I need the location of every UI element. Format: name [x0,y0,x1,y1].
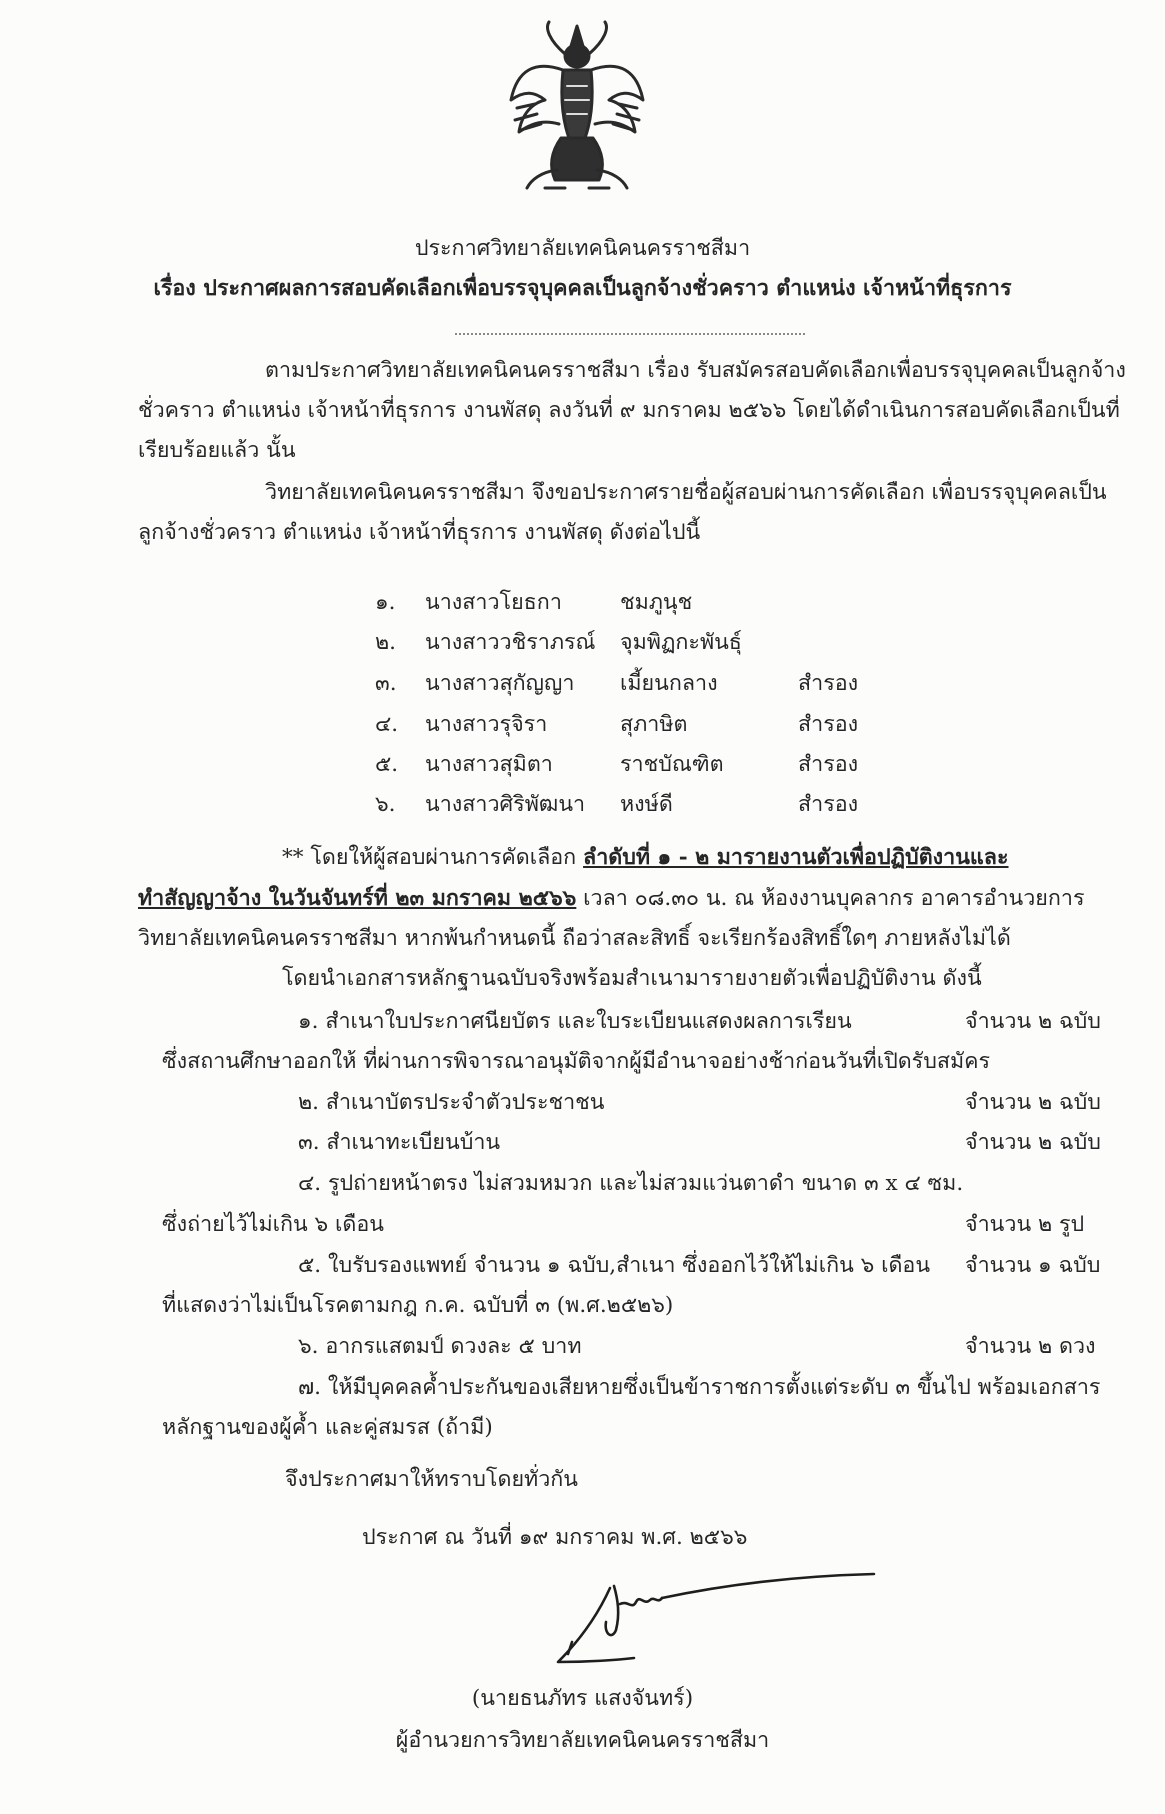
document-item: ๔. รูปถ่ายหน้าตรง ไม่สวมหมวก และไม่สวมแว่นตาดำ ขนาด ๓ x ๔ ซม. [298,1171,964,1196]
document-item: ๓. สำเนาทะเบียนบ้าน [298,1130,501,1155]
candidate-surname: ราชบัณฑิต [620,752,724,777]
document-item: ๒. สำเนาบัตรประจำตัวประชาชน [298,1090,605,1115]
document-count: จำนวน ๒ ฉบับ [965,1090,1101,1115]
candidate-status: สำรอง [798,752,859,777]
candidate-name: นางสาววชิราภรณ์ [425,630,596,655]
document-item-cont: หลักฐานของผู้ค้ำ และคู่สมรส (ถ้ามี) [162,1415,493,1440]
notice-prefix: ** โดยให้ผู้สอบผ่านการคัดเลือก [282,845,584,870]
intro-line-4: วิทยาลัยเทคนิคนครราชสีมา จึงขอประกาศรายชื่อผู้สอบผ่านการคัดเลือก เพื่อบรรจุบุคคลเป็น [265,480,1107,505]
document-count: จำนวน ๑ ฉบับ [965,1253,1101,1278]
document-item-cont: ซึ่งสถานศึกษาออกให้ ที่ผ่านการพิจารณาอนุมัติจากผู้มีอำนาจอย่างช้าก่อนวันที่เปิดรับสมัคร [162,1049,991,1074]
candidate-name: นางสาวโยธกา [425,590,562,615]
candidate-no: ๒. [375,630,397,655]
notice-emphasis-1: ลำดับที่ ๑ - ๒ มารายงานตัวเพื่อปฏิบัติงานและ [583,845,1009,870]
document-item-cont: ที่แสดงว่าไม่เป็นโรคตามกฎ ก.ค. ฉบับที่ ๓ (พ.ศ.๒๕๒๖) [162,1293,674,1318]
announcement-date: ประกาศ ณ วันที่ ๑๙ มกราคม พ.ศ. ๒๕๖๖ [362,1525,748,1550]
signer-name: (นายธนภัทร แสงจันทร์) [471,1686,694,1711]
garuda-emblem-icon [505,20,650,195]
announcement-subject: เรื่อง ประกาศผลการสอบคัดเลือกเพื่อบรรจุบุคคลเป็นลูกจ้างชั่วคราว ตำแหน่ง เจ้าหน้าที่ธุรการ [153,276,1012,301]
document-item: ๖. อากรแสตมป์ ดวงละ ๕ บาท [298,1334,582,1359]
candidate-no: ๑. [375,590,396,615]
candidate-no: ๕. [375,752,399,777]
candidate-name: นางสาวรุจิรา [425,712,548,737]
signer-title: ผู้อำนวยการวิทยาลัยเทคนิคนครราชสีมา [395,1728,770,1753]
notice-line-1 [282,845,1009,871]
candidate-surname: สุภาษิต [620,712,688,737]
candidate-name: นางสาวศิริพัฒนา [425,792,586,817]
candidate-name: นางสาวสุกัญญา [425,671,575,696]
closing-announce: จึงประกาศมาให้ทราบโดยทั่วกัน [285,1467,579,1492]
intro-line-5: ลูกจ้างชั่วคราว ตำแหน่ง เจ้าหน้าที่ธุรการ งานพัสดุ ดังต่อไปนี้ [138,520,701,545]
candidate-surname: เมี้ยนกลาง [620,671,718,696]
issuer-title: ประกาศวิทยาลัยเทคนิคนครราชสีมา [414,236,751,261]
intro-line-3: เรียบร้อยแล้ว นั้น [138,438,296,463]
intro-line-2: ชั่วคราว ตำแหน่ง เจ้าหน้าที่ธุรการ งานพัสดุ ลงวันที่ ๙ มกราคม ๒๕๖๖ โดยได้ดำเนินการสอบคัดเลือกเป็นที่ [138,398,1120,423]
dotted-divider [455,333,805,335]
document-count: จำนวน ๒ ฉบับ [965,1130,1101,1155]
document-item: ๗. ให้มีบุคคลค้ำประกันของเสียหายซึ่งเป็นข้าราชการตั้งแต่ระดับ ๓ ขึ้นไป พร้อมเอกสาร [298,1375,1101,1400]
candidate-surname: ชมภูนุช [620,590,693,615]
candidate-status: สำรอง [798,792,859,817]
candidate-surname: จุมพิฏกะพันธุ์ [620,630,742,655]
notice-rest: เวลา ๐๘.๓๐ น. ณ ห้องงานบุคลากร อาคารอำนวยการ [576,886,1085,911]
document-count: จำนวน ๒ รูป [965,1212,1085,1237]
candidate-no: ๖. [375,792,396,817]
document-count: จำนวน ๒ ฉบับ [965,1009,1101,1034]
notice-line-3: วิทยาลัยเทคนิคนครราชสีมา หากพ้นกำหนดนี้ ถือว่าสละสิทธิ์ จะเรียกร้องสิทธิ์ใดๆ ภายหลังไม่ได้ [138,926,1011,951]
document-item: ๕. ใบรับรองแพทย์ จำนวน ๑ ฉบับ,สำเนา ซึ่งออกไว้ให้ไม่เกิน ๖ เดือน [298,1253,931,1278]
candidate-status: สำรอง [798,671,859,696]
document-item: ๑. สำเนาใบประกาศนียบัตร และใบระเบียนแสดงผลการเรียน [298,1009,852,1034]
candidate-status: สำรอง [798,712,859,737]
candidate-no: ๔. [375,712,399,737]
intro-line-1: ตามประกาศวิทยาลัยเทคนิคนครราชสีมา เรื่อง รับสมัครสอบคัดเลือกเพื่อบรรจุบุคคลเป็นลูกจ้าง [265,358,1126,383]
notice-line-2 [138,886,1085,912]
document-item-cont: ซึ่งถ่ายไว้ไม่เกิน ๖ เดือน [162,1212,384,1237]
notice-emphasis-2: ทำสัญญาจ้าง ในวันจันทร์ที่ ๒๓ มกราคม ๒๕๖๖ [138,886,577,911]
candidate-no: ๓. [375,671,397,696]
candidate-surname: หงษ์ดี [620,792,673,817]
candidate-name: นางสาวสุมิตา [425,752,553,777]
signature-icon [548,1570,878,1680]
notice-line-4: โดยนำเอกสารหลักฐานฉบับจริงพร้อมสำเนามารายงายตัวเพื่อปฏิบัติงาน ดังนี้ [282,966,982,991]
document-count: จำนวน ๒ ดวง [965,1334,1096,1359]
